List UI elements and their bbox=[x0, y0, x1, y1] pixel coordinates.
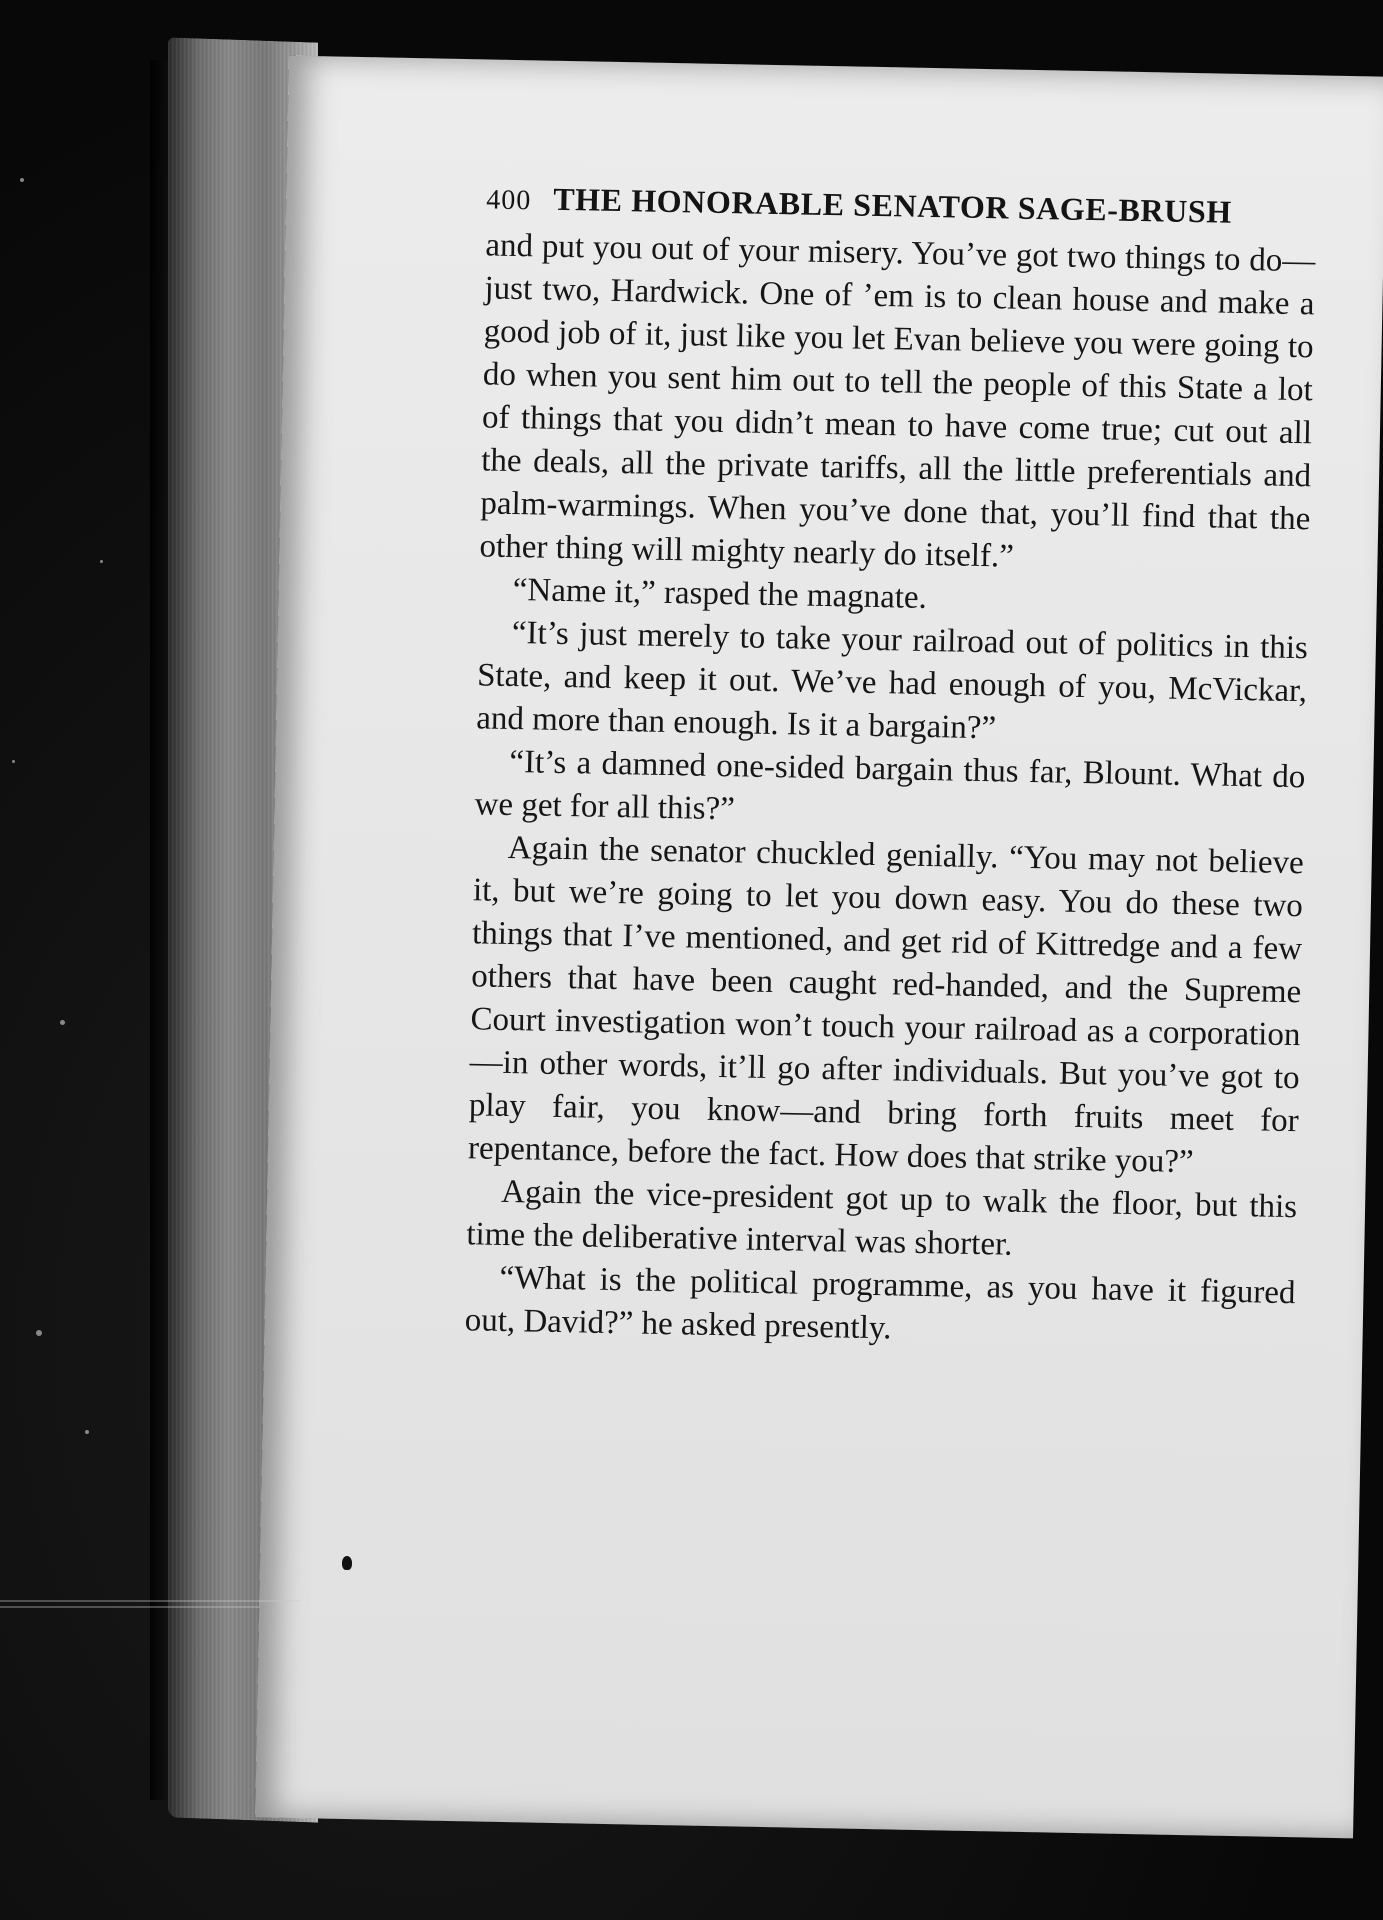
dust-speck bbox=[60, 1020, 65, 1025]
paragraph: “What is the political programme, as you have it figured out, David?” he asked presently. bbox=[464, 1259, 1296, 1347]
paragraph-continuation: and put you out of your misery. You’ve got two things to do—just two, Hardwick. One of ’em is to clean house and make a good job of it, just like you let Evan believe you were going to do when you sent him out to tell the people of this State a lot of things that you didn’t mean to have come true; cut out all the deals, all the private tariffs, all the little preferentials and palm-warmings. When you’ve done that, you’ll find that the other thing will mighty nearly do itself.” bbox=[479, 227, 1316, 575]
page-content bbox=[464, 179, 1316, 1358]
dust-speck bbox=[12, 760, 15, 763]
page-number: 400 bbox=[485, 184, 532, 217]
paragraph: “It’s a damned one-sided bargain thus far, Blount. What do we get for all this?” bbox=[474, 743, 1306, 828]
running-title: THE HONORABLE SENATOR SAGE-BRUSH bbox=[552, 180, 1233, 230]
dust-speck bbox=[20, 178, 24, 182]
dust-speck bbox=[36, 1330, 42, 1336]
page-sheet bbox=[255, 56, 1383, 1839]
scan-scratch bbox=[0, 1606, 260, 1608]
paragraph: Again the senator chuckled genially. “You may not believe it, but we’re going to let you down easy. You do these two things that I’ve mentioned, and get rid of Kittredge and a few others that have been caught red-handed, and the Supreme Court investigation won’t touch your railroad as a corporation —in other words, it’ll go after individuals. But you’ve got to play fair, you know—and bring forth fruits meet for repentance, before the fact. How does that strike you?” bbox=[467, 829, 1305, 1181]
paragraph: “Name it,” rasped the magnate. bbox=[512, 572, 928, 616]
dust-speck bbox=[100, 560, 103, 563]
paragraph: Again the vice-president got up to walk the floor, but this time the deliberative interval was shorter. bbox=[466, 1173, 1298, 1263]
ink-blot bbox=[342, 1556, 352, 1570]
scan-scratch bbox=[0, 1600, 300, 1602]
dust-speck bbox=[85, 1430, 89, 1434]
paragraph: “It’s just merely to take your railroad out of politics in this State, and keep it out. We’ve had enough of you, McVickar, and more than enough. Is it a bargain?” bbox=[475, 615, 1309, 747]
body-text bbox=[464, 224, 1315, 1358]
running-head bbox=[486, 179, 1317, 232]
